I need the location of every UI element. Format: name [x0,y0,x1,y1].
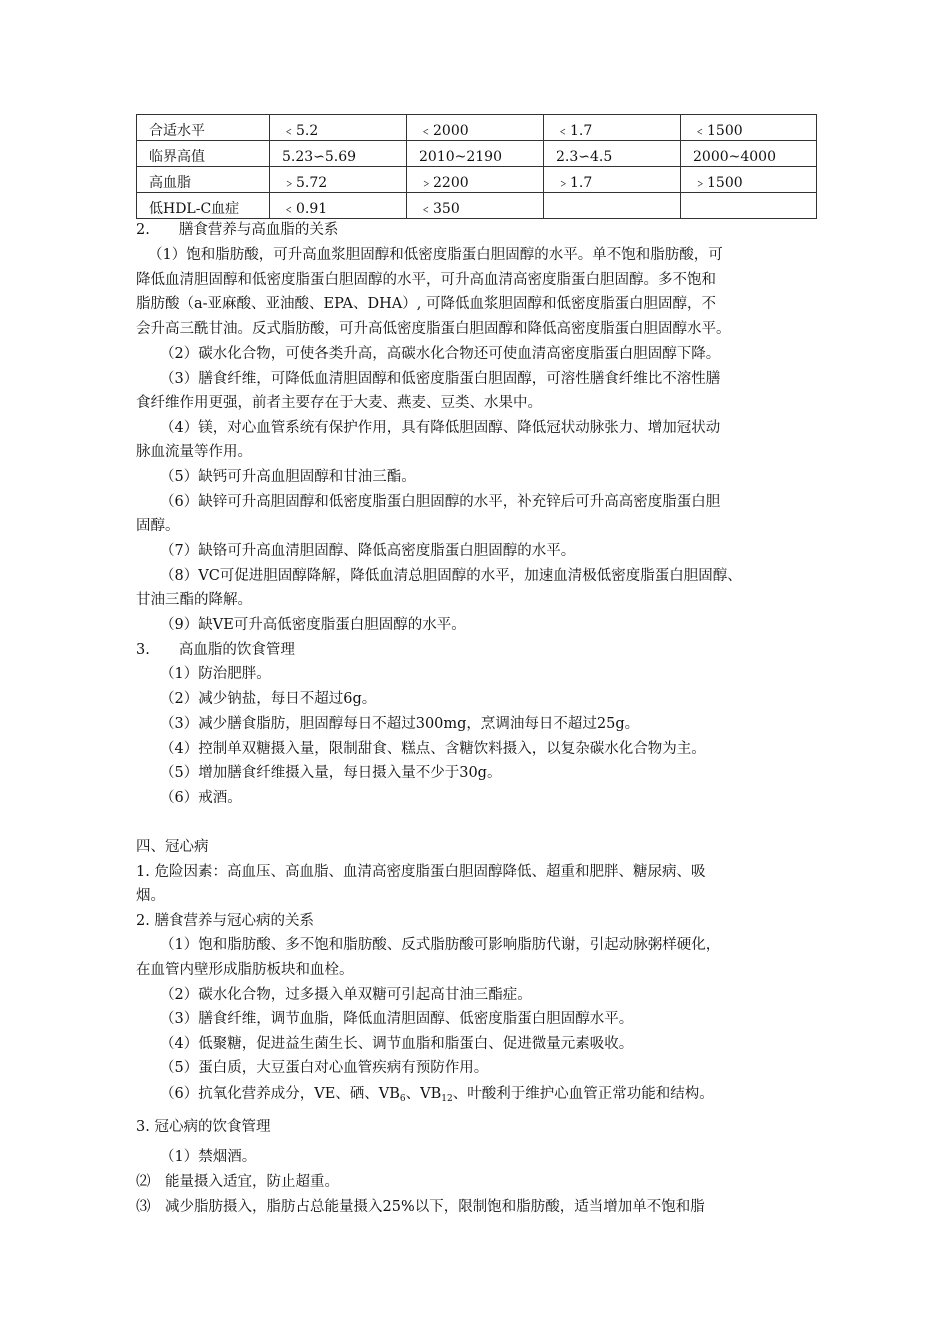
paragraph-line: 在血管内壁形成脂肪板块和血栓。 [136,962,354,978]
paragraph-line: （4）控制单双糖摄入量，限制甜食、糕点、含糖饮料摄入，以复杂碳水化合物为主。 [160,741,706,757]
paragraph-line: 1. 危险因素：高血压、高血脂、血清高密度脂蛋白胆固醇降低、超重和肥胖、糖尿病、吸 [136,864,706,880]
paragraph-line: 甘油三酯的降解。 [136,592,252,608]
paragraph-line: （4）镁，对心血管系统有保护作用，具有降低胆固醇、降低冠状动脉张力、增加冠状动 [160,420,721,436]
paragraph-line: （1）饱和脂肪酸、多不饱和脂肪酸、反式脂肪酸可影响脂肪代谢，引起动脉粥样硬化， [160,937,721,953]
paragraph-line: 烟。 [136,888,165,904]
paragraph-line: 脂肪酸（a-亚麻酸、亚油酸、EPA、DHA）, 可降低血浆胆固醇和低密度脂蛋白胆固醇，不 [136,296,716,312]
paragraph-line [160,1084,714,1104]
paragraph-line: ⑶ 减少脂肪摄入，脂肪占总能量摄入25%以下，限制饱和脂肪酸，适当增加单不饱和脂 [136,1199,705,1215]
paragraph-line: 3. 高血脂的饮食管理 [136,642,295,658]
lipid-level-table [136,114,817,219]
paragraph-line: （8）VC可促进胆固醇降解，降低血清总胆固醇的水平，加速血清极低密度脂蛋白胆固醇、 [160,568,742,584]
paragraph-line: 脉血流量等作用。 [136,444,252,460]
paragraph-line: 四、冠心病 [136,839,209,855]
table-cell: ﹥1.7 [544,167,681,193]
table-cell: ﹥5.72 [270,167,407,193]
paragraph-line: （3）膳食纤维，调节血脂，降低血清胆固醇、低密度脂蛋白胆固醇水平。 [160,1011,634,1027]
table-row [137,141,817,167]
table-cell: ﹤2000 [407,115,544,141]
paragraph-line: 降低血清胆固醇和低密度脂蛋白胆固醇的水平，可升高血清高密度脂蛋白胆固醇。多不饱和 [136,272,716,288]
table-cell: 2.3∽4.5 [544,141,681,167]
paragraph-line: （3）膳食纤维，可降低血清胆固醇和低密度脂蛋白胆固醇，可溶性膳食纤维比不溶性膳 [160,371,721,387]
table-cell: 高血脂 [137,167,270,193]
paragraph-line: （9）缺VE可升高低密度脂蛋白胆固醇的水平。 [160,617,466,633]
paragraph-line: （3）减少膳食脂肪，胆固醇每日不超过300mg，烹调油每日不超过25g。 [160,716,640,732]
table-cell: ﹤350 [407,193,544,219]
table-row [137,193,817,219]
paragraph-line: （5）蛋白质，大豆蛋白对心血管疾病有预防作用。 [160,1060,489,1076]
table-cell: 合适水平 [137,115,270,141]
table-cell [681,193,817,219]
paragraph-line: （2）碳水化合物，可使各类升高，高碳水化合物还可使血清高密度脂蛋白胆固醇下降。 [160,346,721,362]
paragraph-line: （1）饱和脂肪酸，可升高血浆胆固醇和低密度脂蛋白胆固醇的水平。单不饱和脂肪酸，可 [148,247,723,263]
paragraph-line: 3. 冠心病的饮食管理 [136,1119,271,1135]
paragraph-line: （2）减少钠盐，每日不超过6g。 [160,691,377,707]
subscript: 12 [441,1094,453,1104]
table-cell: 临界高值 [137,141,270,167]
table-cell: ﹤1500 [681,115,817,141]
table-cell: 低HDL-C血症 [137,193,270,219]
paragraph-line: （6）缺锌可升高胆固醇和低密度脂蛋白胆固醇的水平，补充锌后可升高高密度脂蛋白胆 [160,494,721,510]
text-segment: 、叶酸利于维护心血管正常功能和结构。 [452,1086,714,1102]
subscript: 6 [399,1094,406,1104]
paragraph-line: 2. 膳食营养与冠心病的关系 [136,913,314,929]
paragraph-line: （4）低聚糖，促进益生菌生长、调节血脂和脂蛋白、促进微量元素吸收。 [160,1036,634,1052]
table-cell: 5.23∽5.69 [270,141,407,167]
table-cell: 2000~4000 [681,141,817,167]
text-segment: （6）抗氧化营养成分，VE、硒、VB [160,1086,400,1102]
table-cell: 2010~2190 [407,141,544,167]
paragraph-line: （7）缺铬可升高血清胆固醇、降低高密度脂蛋白胆固醇的水平。 [160,543,576,559]
table-cell: ﹤5.2 [270,115,407,141]
paragraph-line: （1）禁烟酒。 [160,1149,257,1165]
paragraph-line: （5）缺钙可升高血胆固醇和甘油三酯。 [160,469,416,485]
paragraph-line: （5）增加膳食纤维摄入量，每日摄入量不少于30g。 [160,765,502,781]
table-cell: ﹤1.7 [544,115,681,141]
paragraph-line: 食纤维作用更强，前者主要存在于大麦、燕麦、豆类、水果中。 [136,395,542,411]
paragraph-line: 固醇。 [136,518,180,534]
table-cell [544,193,681,219]
table-cell: ﹥1500 [681,167,817,193]
paragraph-line: 会升高三酰甘油。反式脂肪酸，可升高低密度脂蛋白胆固醇和降低高密度脂蛋白胆固醇水平。 [136,321,731,337]
table-row [137,115,817,141]
paragraph-line: （1）防治肥胖。 [160,666,271,682]
table-row [137,167,817,193]
paragraph-line: （6）戒酒。 [160,790,242,806]
paragraph-line: 2. 膳食营养与高血脂的关系 [136,222,339,238]
text-segment: 、VB [405,1086,442,1102]
table-cell: ﹤0.91 [270,193,407,219]
paragraph-line: ⑵ 能量摄入适宜，防止超重。 [136,1174,339,1190]
paragraph-line: （2）碳水化合物，过多摄入单双糖可引起高甘油三酯症。 [160,987,532,1003]
table-cell: ﹥2200 [407,167,544,193]
